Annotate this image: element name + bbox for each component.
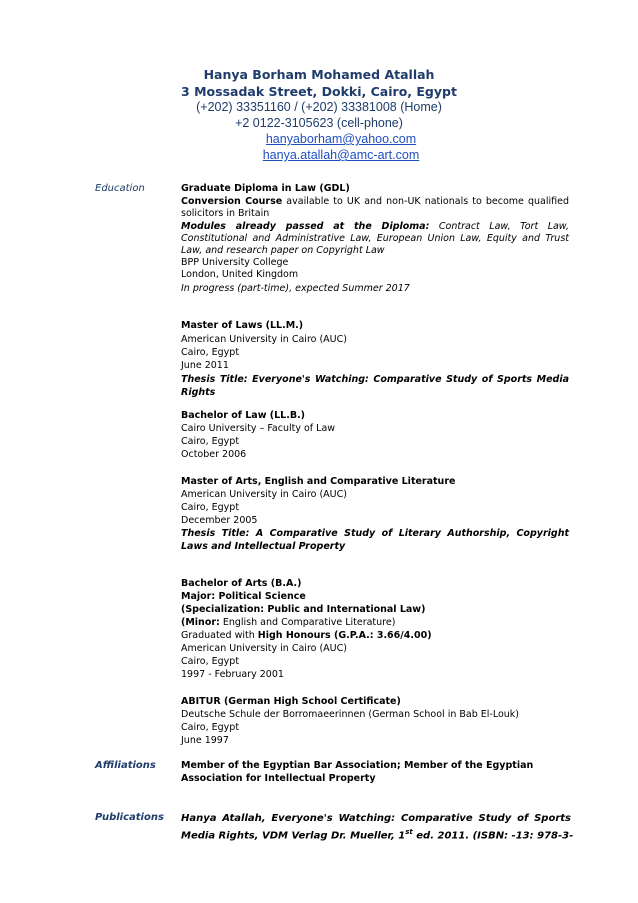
publication-line1: Hanya Atallah, Everyone's Watching: Comparative Study of Sports xyxy=(181,813,571,824)
gdl-school: BPP University College xyxy=(181,257,289,268)
email-link-amc[interactable]: hanya.atallah@amc-art.com xyxy=(262,148,420,162)
section-label-education: Education xyxy=(95,183,145,194)
gdl-location: London, United Kingdom xyxy=(181,269,299,280)
ma-thesis: Thesis Title: A Comparative Study of Literary Authorship, Copyright xyxy=(181,528,569,539)
section-label-publications: Publications xyxy=(95,812,164,823)
ba-graduated xyxy=(181,630,432,642)
publication-line2-b: ed. 2011. (ISBN: -13: 978-3- xyxy=(412,830,574,842)
gdl-title: Graduate Diploma in Law (GDL) xyxy=(181,183,350,194)
affiliations-line2: Association for Intellectual Property xyxy=(181,773,376,784)
ma-title: Master of Arts, English and Comparative Literature xyxy=(181,476,456,487)
gdl-course-label: Conversion Course xyxy=(181,196,283,207)
ma-date: December 2005 xyxy=(181,515,258,526)
gdl-course-text: available to UK and non-UK nationals to become qualified xyxy=(282,196,570,207)
email-link-yahoo[interactable]: hanyaborham@yahoo.com xyxy=(265,132,417,146)
gdl-modules-l2: Constitutional and Administrative Law, European Union Law, Equity and Trust xyxy=(181,233,569,244)
phone-cell: +2 0122-3105623 (cell-phone) xyxy=(235,116,403,130)
gdl-modules-l3: Law, and research paper on Copyright Law xyxy=(181,245,385,256)
ba-location: Cairo, Egypt xyxy=(181,656,240,667)
llb-title: Bachelor of Law (LL.B.) xyxy=(181,410,306,421)
gdl-course xyxy=(181,196,569,208)
ma-thesis-cont: Laws and Intellectual Property xyxy=(181,541,346,552)
gdl-modules xyxy=(181,221,569,233)
ba-minor xyxy=(181,617,395,629)
affiliations-line1: Member of the Egyptian Bar Association; Member of the Egyptian xyxy=(181,760,534,771)
gdl-status: In progress (part-time), expected Summer 2017 xyxy=(181,283,410,294)
address: 3 Mossadak Street, Dokki, Cairo, Egypt xyxy=(181,84,457,99)
llm-location: Cairo, Egypt xyxy=(181,347,240,358)
llm-date: June 2011 xyxy=(181,360,229,371)
llm-school: American University in Cairo (AUC) xyxy=(181,334,347,345)
gdl-modules-label: Modules already passed at the Diploma: xyxy=(181,221,430,232)
resume-name: Hanya Borham Mohamed Atallah xyxy=(203,67,435,82)
abitur-location: Cairo, Egypt xyxy=(181,722,240,733)
publication-line2-a: Media Rights, VDM Verlag Dr. Mueller, 1 xyxy=(181,830,406,842)
section-label-affiliations: Affiliations xyxy=(95,760,156,771)
ba-title: Bachelor of Arts (B.A.) xyxy=(181,578,302,589)
abitur-school: Deutsche Schule der Borromaeerinnen (German School in Bab El-Louk) xyxy=(181,709,520,720)
ba-school: American University in Cairo (AUC) xyxy=(181,643,347,654)
llb-school: Cairo University – Faculty of Law xyxy=(181,423,336,434)
ba-major: Major: Political Science xyxy=(181,591,306,602)
ba-minor-text: English and Comparative Literature) xyxy=(219,617,396,628)
gdl-course-cont: solicitors in Britain xyxy=(181,208,270,219)
llb-location: Cairo, Egypt xyxy=(181,436,240,447)
ba-graduated-prefix: Graduated with xyxy=(181,630,258,641)
llm-thesis: Thesis Title: Everyone's Watching: Comparative Study of Sports Media xyxy=(181,374,569,385)
publication-line2 xyxy=(181,826,574,842)
gdl-modules-text: Contract Law, Tort Law, xyxy=(429,221,569,232)
ba-minor-label: (Minor: xyxy=(181,617,220,628)
llm-thesis-cont: Rights xyxy=(181,387,216,398)
abitur-date: June 1997 xyxy=(181,735,229,746)
phone-home: (+202) 33351160 / (+202) 33381008 (Home) xyxy=(196,100,442,114)
ma-school: American University in Cairo (AUC) xyxy=(181,489,347,500)
llb-date: October 2006 xyxy=(181,449,247,460)
ba-date: 1997 - February 2001 xyxy=(181,669,284,680)
llm-title: Master of Laws (LL.M.) xyxy=(181,320,304,331)
ba-specialization: (Specialization: Public and International Law) xyxy=(181,604,426,615)
ma-location: Cairo, Egypt xyxy=(181,502,240,513)
publication-ordinal: st xyxy=(405,828,413,836)
abitur-title: ABITUR (German High School Certificate) xyxy=(181,696,401,707)
ba-honours: High Honours (G.P.A.: 3.66/4.00) xyxy=(257,630,432,641)
